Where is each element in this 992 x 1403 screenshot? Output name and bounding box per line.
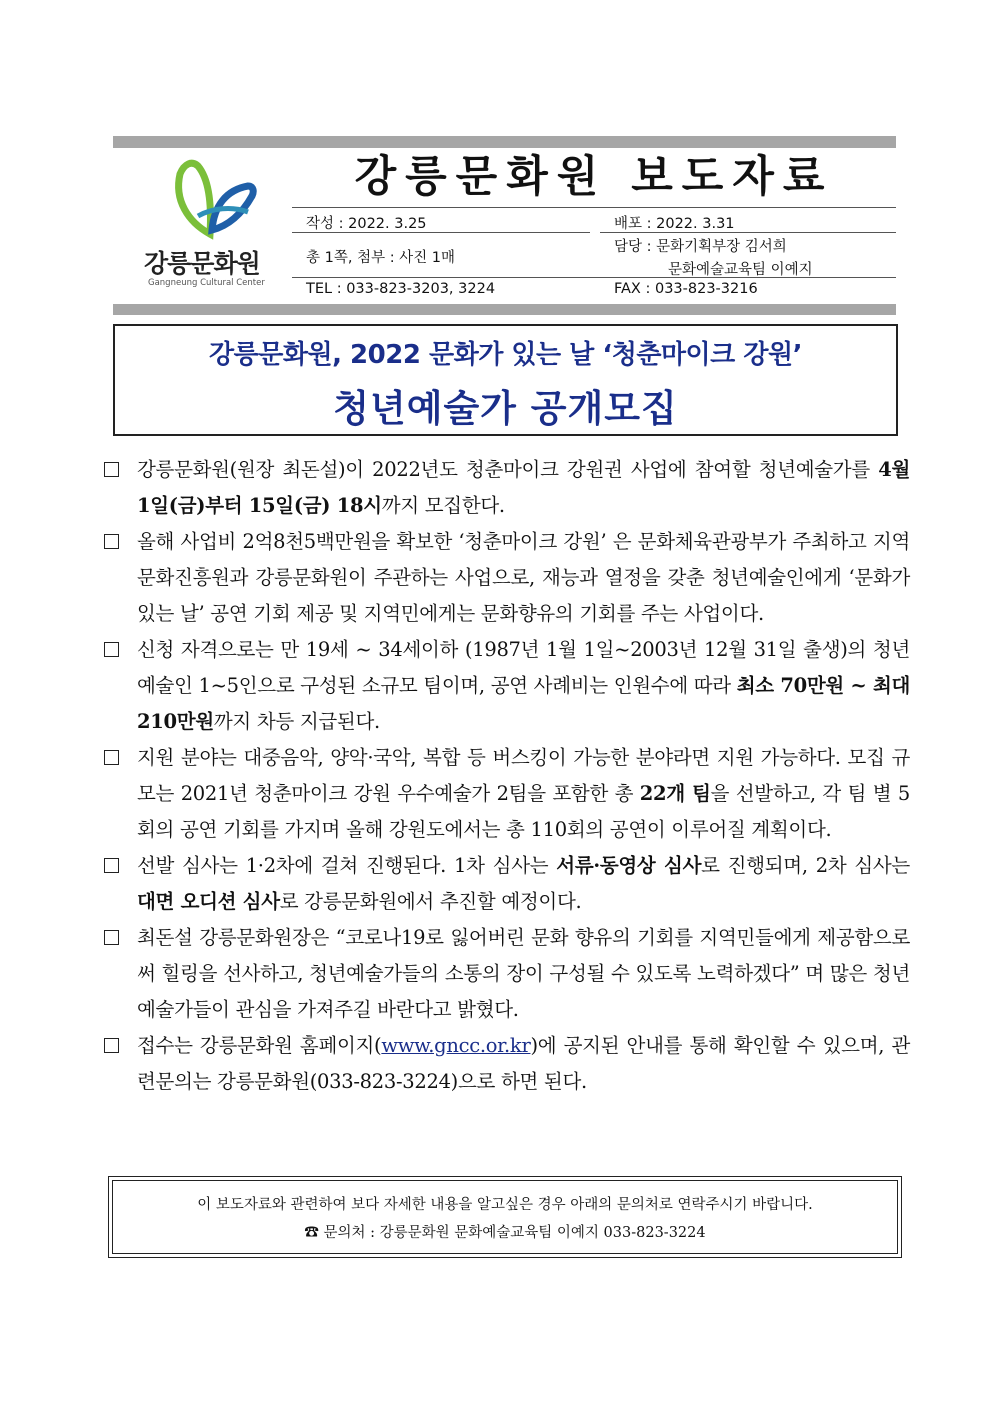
phone-icon: ☎ bbox=[304, 1225, 319, 1241]
checkbox-bullet-icon bbox=[104, 750, 119, 765]
headline-line1: 강릉문화원, 2022 문화가 있는 날 ‘청춘마이크 강원’ bbox=[209, 340, 802, 370]
logo-org-name-en: Gangneung Cultural Center bbox=[148, 278, 265, 288]
paragraph: 강릉문화원(원장 최돈설)이 2022년도 청춘마이크 강원권 사업에 참여할 청년예술가를 4월 1일(금)부터 15일(금) 18시까지 모집한다. bbox=[100, 452, 910, 524]
divider bbox=[292, 277, 896, 278]
page-count: 총 1쪽, 첨부 : 사진 1매 bbox=[306, 250, 456, 266]
divider bbox=[600, 232, 896, 233]
paragraph: 최돈설 강릉문화원장은 “코로나19로 잃어버린 문화 향유의 기회를 지역민들에게 제공함으로써 힐링을 선사하고, 청년예술가들의 소통의 장이 구성될 수 있도록 노력하겠다” 며 많은 청년예술가들이 관심을 가져주길 바란다고 밝혔다. bbox=[100, 920, 910, 1028]
emphasis: 대면 오디션 심사 bbox=[137, 890, 280, 913]
contact-notice-box bbox=[108, 1176, 902, 1258]
emphasis: 22개 팀 bbox=[639, 782, 711, 805]
tel-number: TEL : 033-823-3203, 3224 bbox=[306, 281, 496, 297]
contact-info: ☎ 문의처 : 강릉문화원 문화예술교육팀 이예지 033-823-3224 bbox=[304, 1225, 706, 1241]
header-bottom-bar bbox=[113, 304, 896, 315]
checkbox-bullet-icon bbox=[104, 930, 119, 945]
notice-text: 이 보도자료와 관련하여 보다 자세한 내용을 알고싶은 경우 아래의 문의처로 연락주시기 바랍니다. bbox=[197, 1197, 813, 1213]
written-date: 작성 : 2022. 3.25 bbox=[306, 216, 427, 232]
divider bbox=[292, 207, 896, 208]
logo-org-name: 강릉문화원 bbox=[144, 249, 260, 278]
headline-line2: 청년예술가 공개모집 bbox=[333, 387, 678, 430]
checkbox-bullet-icon bbox=[104, 462, 119, 477]
header-top-bar bbox=[113, 136, 896, 148]
fax-number: FAX : 033-823-3216 bbox=[614, 281, 758, 297]
leaf-logo-icon bbox=[168, 156, 258, 242]
headline-box bbox=[113, 324, 898, 436]
org-logo bbox=[140, 152, 290, 292]
article-body bbox=[100, 452, 910, 1100]
divider bbox=[292, 232, 590, 233]
checkbox-bullet-icon bbox=[104, 858, 119, 873]
emphasis: 4월 1일(금)부터 15일(금) 18시 bbox=[137, 458, 910, 517]
emphasis: 최소 70만원 ~ 최대 210만원 bbox=[137, 674, 911, 733]
document-title: 강릉문화원 보도자료 bbox=[354, 152, 834, 202]
emphasis: 서류·동영상 심사 bbox=[556, 854, 702, 877]
paragraph: 선발 심사는 1·2차에 걸쳐 진행된다. 1차 심사는 서류·동영상 심사로 진행되며, 2차 심사는 대면 오디션 심사로 강릉문화원에서 추진할 예정이다. bbox=[100, 848, 910, 920]
contact-team: 문화예술교육팀 이예지 bbox=[668, 262, 813, 278]
contact-person: 담당 : 문화기획부장 김서희 bbox=[614, 239, 787, 255]
paragraph: 올해 사업비 2억8천5백만원을 확보한 ‘청춘마이크 강원’ 은 문화체육관광부가 주최하고 지역문화진흥원과 강릉문화원이 주관하는 사업으로, 재능과 열정을 갖춘 청년예술인에게 ‘문화가 있는 날’ 공연 기회 제공 및 지역민에게는 문화향유의 기회를 주는 사업이다. bbox=[100, 524, 910, 632]
distribution-date: 배포 : 2022. 3.31 bbox=[614, 216, 735, 232]
paragraph: 접수는 강릉문화원 홈페이지(www.gncc.or.kr)에 공지된 안내를 통해 확인할 수 있으며, 관련문의는 강릉문화원(033-823-3224)으로 하면 된다. bbox=[100, 1028, 910, 1100]
checkbox-bullet-icon bbox=[104, 534, 119, 549]
checkbox-bullet-icon bbox=[104, 1038, 119, 1053]
paragraph: 지원 분야는 대중음악, 양악·국악, 복합 등 버스킹이 가능한 분야라면 지원 가능하다. 모집 규모는 2021년 청춘마이크 강원 우수예술가 2팀을 포함한 총 22개 팀을 선발하고, 각 팀 별 5회의 공연 기회를 가지며 올해 강원도에서는 총 110회의 공연이 이루어질 계획이다. bbox=[100, 740, 910, 848]
checkbox-bullet-icon bbox=[104, 642, 119, 657]
homepage-link[interactable]: www.gncc.or.kr bbox=[381, 1034, 531, 1057]
paragraph: 신청 자격으로는 만 19세 ~ 34세이하 (1987년 1월 1일~2003년 12월 31일 출생)의 청년예술인 1~5인으로 구성된 소규모 팀이며, 공연 사례비는 인원수에 따라 최소 70만원 ~ 최대 210만원까지 차등 지급된다. bbox=[100, 632, 910, 740]
